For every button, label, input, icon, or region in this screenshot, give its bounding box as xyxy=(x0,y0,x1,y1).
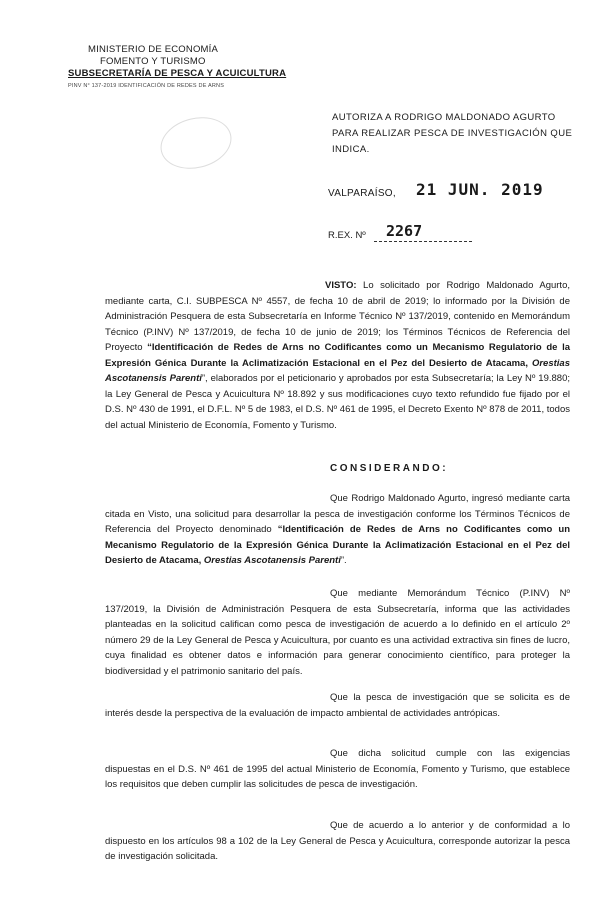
faded-stamp xyxy=(155,110,237,176)
considerando-heading: CONSIDERANDO: xyxy=(330,463,449,474)
ministry-line-1: MINISTERIO DE ECONOMÍA xyxy=(88,44,219,55)
visto-paragraph xyxy=(105,278,570,433)
considerando-1-text: Que Rodrigo Maldonado Agurto, ingresó mediante carta citada en Visto, una solicitud para desarrollar la pesca de investigación conforme los Términos Técnicos de Referencia del Proyecto denominado xyxy=(105,493,570,535)
visto-species: Orestias Ascotanensis Parenti xyxy=(105,357,570,384)
subsecretaria-line: SUBSECRETARÍA DE PESCA Y ACUICULTURA xyxy=(68,68,287,79)
ministry-line-2: FOMENTO Y TURISMO xyxy=(100,56,206,67)
letterhead xyxy=(68,44,287,92)
considerando-2: Que mediante Memorándum Técnico (P.INV) Nº 137/2019, la División de Administración Pesquera de esta Subsecretaría, informa que las actividades planteadas en la solicitud califican como pesca de investigación de acuerdo a lo definido en el artículo 2º número 29 de la Ley General de Pesca y Acuicultura, por cuanto es una actividad extractiva sin fines de lucro, cuya finalidad es obtener datos e información para generar conocimiento científico, para proteger la biodiversidad y el patrimonio sanitario del país. xyxy=(105,588,570,677)
rex-underline xyxy=(374,241,472,242)
visto-project-title: “Identificación de Redes de Arns no Codificantes como un Mecanismo Regulatorio de la Expresión Génica Durante la Aclimatización Estacional en el Pez del Desierto de Atacama, xyxy=(105,342,570,369)
considerando-3: Que la pesca de investigación que se solicita es de interés desde la perspectiva de la evaluación de impacto ambiental de actividades antrópicas. xyxy=(105,692,570,719)
date-stamp: 21 JUN. 2019 xyxy=(416,180,544,199)
document-title: AUTORIZA A RODRIGO MALDONADO AGURTO PARA REALIZAR PESCA DE INVESTIGACIÓN QUE INDICA. xyxy=(332,112,573,155)
visto-text-1: Lo solicitado por Rodrigo Maldonado Agurto, mediante carta, C.I. SUBPESCA Nº 4557, de fecha 10 de abril de 2019; lo informado por la División de Administración Pesquera de esta Subsecretaría en Informe Técnico Nº 137/2019, contenido en Memorándum Técnico (P.INV) Nº 137/2019, de fecha 10 de junio de 2019; los Términos Técnicos de Referencia del Proyecto xyxy=(105,280,570,353)
considerando-1-species: Orestias Ascotanensis Parenti xyxy=(203,555,341,566)
rex-label: R.EX. Nº xyxy=(328,230,366,241)
reference-line: PINV N° 137-2019 IDENTIFICACIÓN DE REDES DE ARNS xyxy=(68,83,225,89)
considerando-5: Que de acuerdo a lo anterior y de conformidad a lo dispuesto en los artículos 98 a 102 de la Ley General de Pesca y Acuicultura, corresponde autorizar la pesca de investigación solicitada. xyxy=(105,820,570,862)
visto-text-2: ”, elaborados por el peticionario y aprobados por esta Subsecretaría; la Ley Nº 19.880; la Ley General de Pesca y Acuicultura Nº 18.892 y sus modificaciones cuyo texto refundido fue fijado por el D.S. Nº 430 de 1991, el D.F.L. Nº 5 de 1983, el D.S. Nº 461 de 1995, el Decreto Exento Nº 878 de 2011, todos del actual Ministerio de Economía, Fomento y Turismo. xyxy=(105,373,570,431)
considerando-4: Que dicha solicitud cumple con las exigencias dispuestas en el D.S. Nº 461 de 1995 del actual Ministerio de Economía, Fomento y Turismo, que establece los requisitos que deben cumplir las solicitudes de pesca de investigación. xyxy=(105,748,570,790)
considerando-1 xyxy=(105,491,570,569)
rex-number: 2267 xyxy=(386,222,423,240)
visto-label: VISTO: xyxy=(325,280,357,291)
considerando-1-end: ”. xyxy=(340,555,347,566)
considerando-1-project: “Identificación de Redes de Arns no Codificantes como un Mecanismo Regulatorio de la Expresión Génica Durante la Aclimatización Estacional en el Pez del Desierto de Atacama, xyxy=(105,524,570,566)
place-label: VALPARAÍSO, xyxy=(328,188,396,199)
